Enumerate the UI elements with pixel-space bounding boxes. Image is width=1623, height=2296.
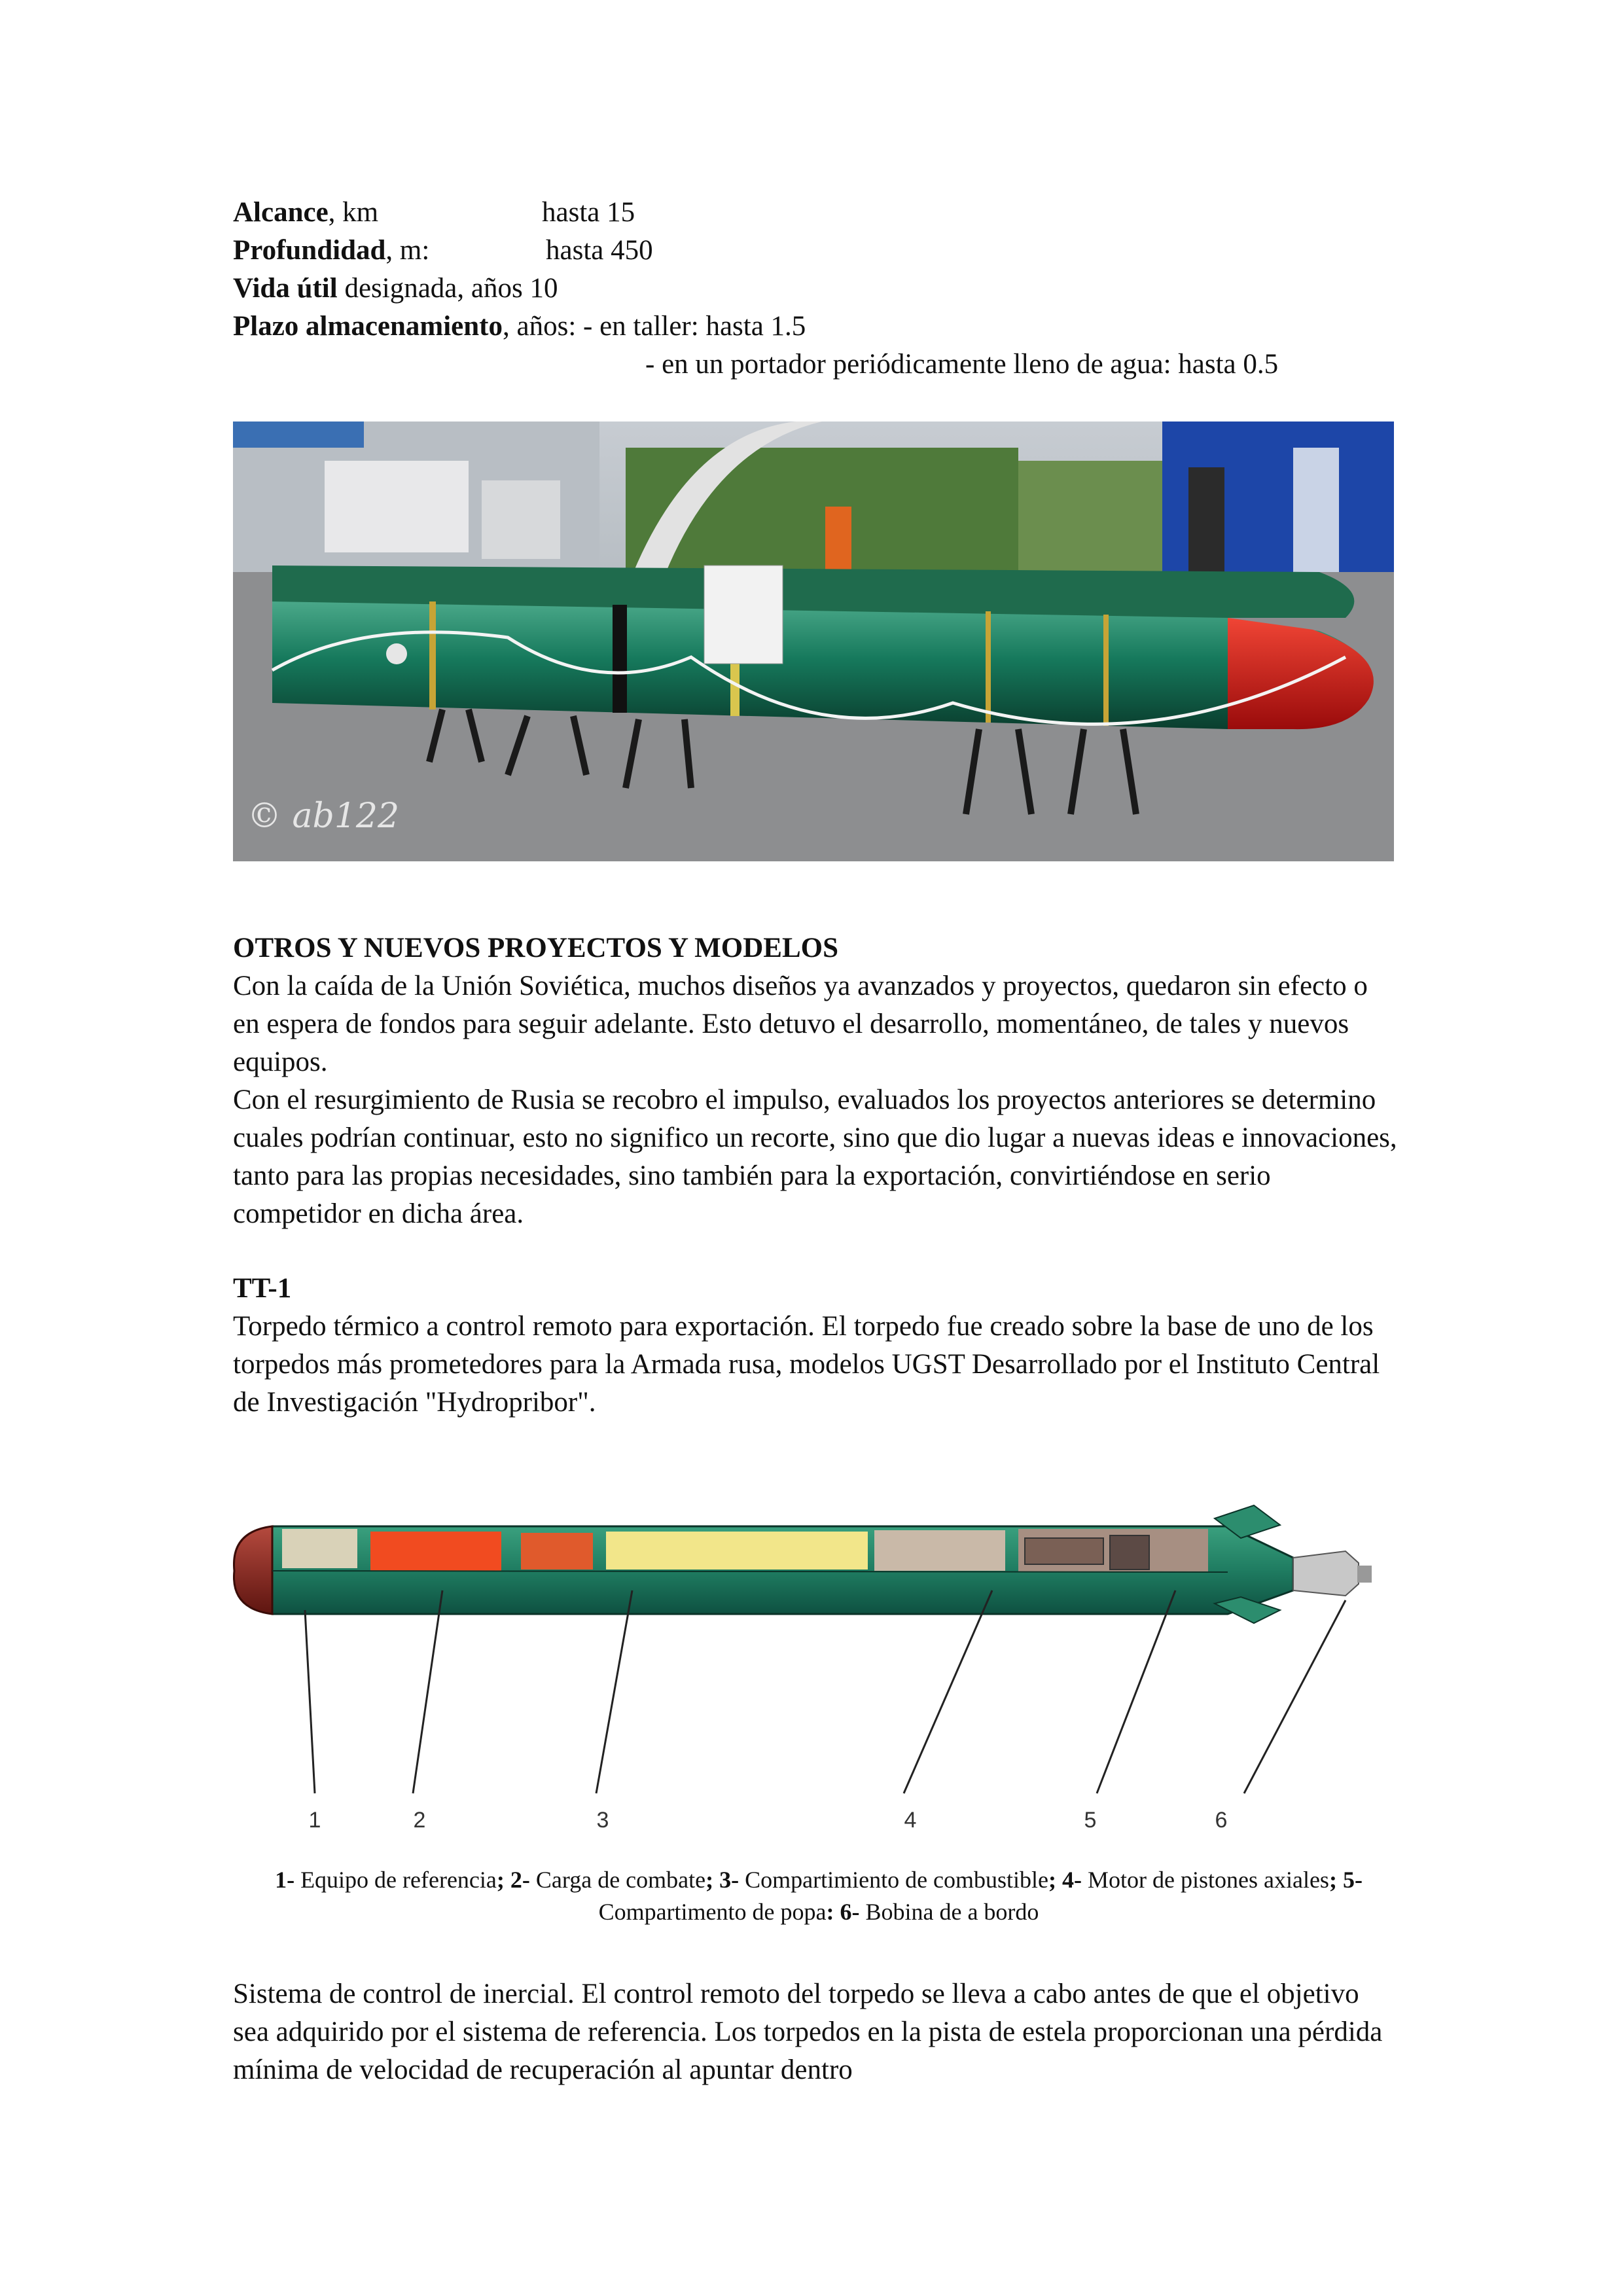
diagram-caption xyxy=(233,1864,1404,1928)
section-otros xyxy=(233,929,1398,1233)
section-heading: OTROS Y NUEVOS PROYECTOS Y MODELOS xyxy=(233,933,838,963)
caption-text-5: Compartimento de popa xyxy=(598,1899,827,1925)
spec-alcance-label: Alcance xyxy=(233,197,329,228)
spec-vida-rest: designada, años 10 xyxy=(337,273,558,304)
spec-alcance xyxy=(233,194,378,232)
caption-num-1: 1- xyxy=(275,1867,295,1893)
torpedo-cutaway-diagram xyxy=(233,1486,1398,1839)
diagram-label-1: 1 xyxy=(308,1808,321,1833)
tt1-paragraph: Torpedo térmico a control remoto para exportación. El torpedo fue creado sobre la base de uno de los torpedos más prometedores para la Armada rusa, modelos UGST Desarrollado por el Instituto Central de Investigación "Hydropribor". xyxy=(233,1311,1380,1418)
photo-watermark: © ab122 xyxy=(247,797,400,836)
diagram-label-4: 4 xyxy=(904,1808,917,1833)
caption-num-6: : 6- xyxy=(826,1899,860,1925)
spec-alcance-unit: , km xyxy=(328,197,379,228)
spec-profundidad-unit: , m: xyxy=(385,235,430,266)
caption-text-2: Carga de combate xyxy=(529,1867,706,1893)
spec-plazo xyxy=(233,308,806,346)
caption-text-1: Equipo de referencia xyxy=(294,1867,497,1893)
caption-text-3: Compartimiento de combustible xyxy=(739,1867,1049,1893)
torpedo-photo xyxy=(233,422,1394,861)
diagram-label-5: 5 xyxy=(1084,1808,1097,1833)
spec-plazo-rest: , años: - en taller: hasta 1.5 xyxy=(503,311,806,342)
diagram-label-6: 6 xyxy=(1215,1808,1228,1833)
section-paragraph-1: Con la caída de la Unión Soviética, muchos diseños ya avanzados y proyectos, quedaron sin efecto o en espera de fondos para seguir adelante. Esto detuvo el desarrollo, momentáneo, de tales y nuevos equipos. xyxy=(233,971,1368,1077)
caption-text-4: Motor de pistones axiales xyxy=(1082,1867,1329,1893)
section-paragraph-2: Con el resurgimiento de Rusia se recobro el impulso, evaluados los proyectos anteriores se determino cuales podrían continuar, esto no significo un recorte, sino que dio lugar a nuevas ideas e innovaciones, tanto para las propias necesidades, sino también para la exportación, convirtiéndose en serio competidor en dicha área. xyxy=(233,1085,1397,1229)
spec-plazo-line2: - en un portador periódicamente lleno de agua: hasta 0.5 xyxy=(645,349,1279,380)
spec-profundidad-value: hasta 450 xyxy=(546,235,653,266)
diagram-label-2: 2 xyxy=(413,1808,426,1833)
caption-num-3: ; 3- xyxy=(705,1867,740,1893)
caption-num-5: ; 5- xyxy=(1329,1867,1363,1893)
spec-plazo-label: Plazo almacenamiento xyxy=(233,311,503,342)
spec-vida xyxy=(233,270,558,308)
closing-paragraph xyxy=(233,1975,1398,2089)
caption-num-4: ; 4- xyxy=(1048,1867,1082,1893)
spec-alcance-value: hasta 15 xyxy=(542,197,635,228)
caption-num-2: ; 2- xyxy=(496,1867,530,1893)
spec-profundidad xyxy=(233,232,429,270)
section-tt1 xyxy=(233,1270,1398,1422)
spec-profundidad-label: Profundidad xyxy=(233,235,386,266)
closing-text: Sistema de control de inercial. El control remoto del torpedo se lleva a cabo antes de que el objetivo sea adquirido por el sistema de referencia. Los torpedos en la pista de estela proporcionan una pérdida mínima de velocidad de recuperación al apuntar dentro xyxy=(233,1979,1383,2085)
caption-text-6: Bobina de a bordo xyxy=(859,1899,1039,1925)
diagram-label-3: 3 xyxy=(596,1808,609,1833)
spec-vida-label: Vida útil xyxy=(233,273,338,304)
tt1-heading: TT-1 xyxy=(233,1273,292,1304)
